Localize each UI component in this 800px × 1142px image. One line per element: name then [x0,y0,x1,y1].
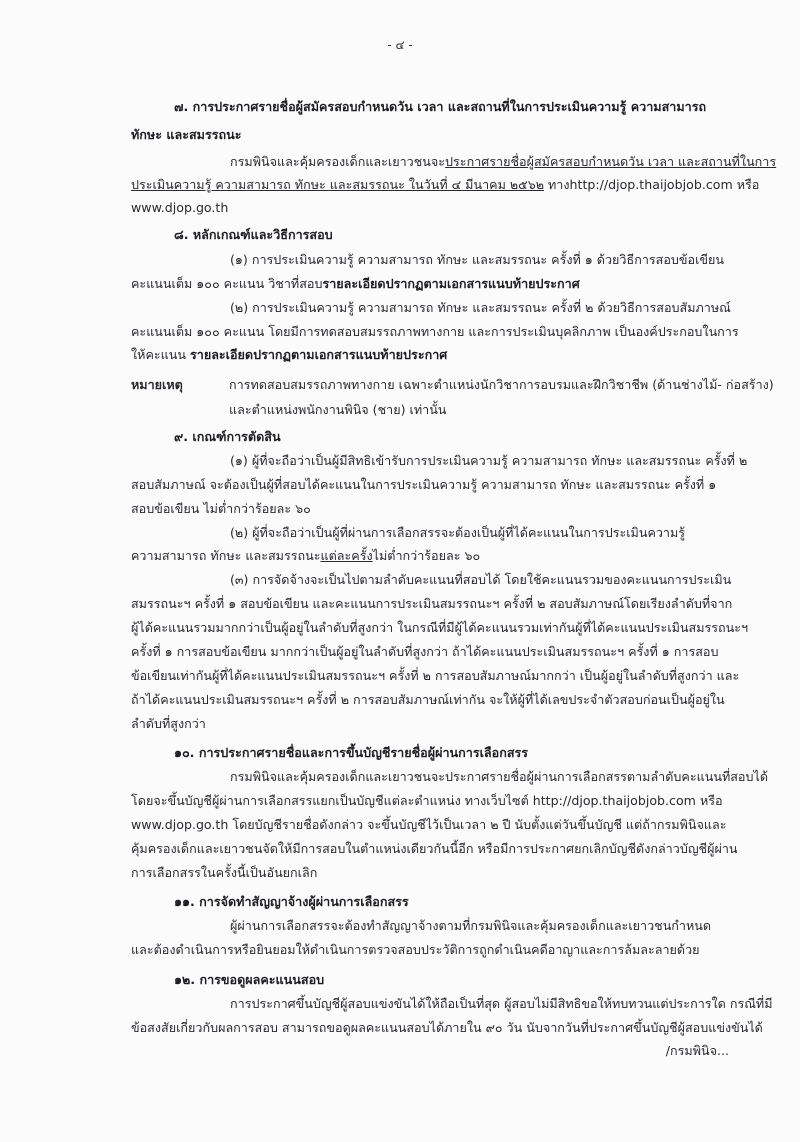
text: กรมพินิจและคุ้มครองเด็กและเยาวชนจะ [230,154,446,169]
section-7-para-line-3[interactable]: www.djop.go.th [131,200,229,215]
section-12-line-2: ข้อสงสัยเกี่ยวกับผลการสอบ สามารถขอดูผลคะแนนสอบได้ภายใน ๙๐ วัน นับจากวันที่ประกาศขึ้นบัญชีผู้สอบแข่งขันได้ [131,1020,763,1035]
section-11-line-2: และต้องดำเนินการหรือยินยอมให้ดำเนินการตรวจสอบประวัติการถูกดำเนินคดีอาญาและการล้มละลายด้วย [131,942,700,957]
section-9-item-1-line-1: (๑) ผู้ที่จะถือว่าเป็นผู้มีสิทธิเข้ารับการประเมินความรู้ ความสามารถ ทักษะ และสมรรถนะ ครั้งที่ ๒ [230,453,748,468]
text: คะแนนเต็ม ๑๐๐ คะแนน วิชาที่สอบ [131,276,323,291]
section-9-heading: ๙. เกณฑ์การตัดสิน [174,429,281,444]
section-9-item-1-line-2: สอบสัมภาษณ์ จะต้องเป็นผู้ที่สอบได้คะแนนในการประเมินความรู้ ความสามารถ ทักษะ และสมรรถนะ ครั้งที่ ๑ [131,477,717,492]
section-9-item-2-line-2 [131,546,480,566]
section-11-line-1: ผู้ผ่านการเลือกสรรจะต้องทำสัญญาจ้างตามที่กรมพินิจและคุ้มครองเด็กและเยาวชนกำหนด [230,918,712,933]
section-10-heading: ๑๐. การประกาศรายชื่อและการขึ้นบัญชีรายชื่อผู้ผ่านการเลือกสรร [174,745,529,760]
section-9-item-3-line-4: ครั้งที่ ๑ การสอบข้อเขียน มากกว่าเป็นผู้อยู่ในลำดับที่สูงกว่า ถ้าได้คะแนนประเมินสมรรถนะฯ ครั้งที่ ๑ การสอบ [131,644,719,659]
section-9-item-2-line-1: (๒) ผู้ที่จะถือว่าเป็นผู้ที่ผ่านการเลือกสรรจะต้องเป็นผู้ที่ได้คะแนนในการประเมินความรู้ [230,525,686,540]
section-7-heading-cont: ทักษะ และสมรรถนะ [131,127,242,142]
section-8-item-1-line-1: (๑) การประเมินความรู้ ความสามารถ ทักษะ และสมรรถนะ ครั้งที่ ๑ ด้วยวิธีการสอบข้อเขียน [230,252,724,267]
section-7-heading: ๗. การประกาศรายชื่อผู้สมัครสอบกำหนดวัน เวลา และสถานที่ในการประเมินความรู้ ความสามารถ [174,99,707,114]
section-12-line-1: การประกาศขึ้นบัญชีผู้สอบแข่งขันได้ให้ถือเป็นที่สุด ผู้สอบไม่มีสิทธิขอให้ทบทวนแต่ประการใด กรณีที่มี [230,996,773,1011]
underlined-text: แต่ละครั้ง [320,548,373,563]
bold-text: รายละเอียดปรากฏตามเอกสารแนบท้ายประกาศ [322,276,580,291]
underlined-text: ประเมินความรู้ ความสามารถ ทักษะ และสมรรถนะ ในวันที่ ๔ มีนาคม ๒๕๖๒ [131,177,544,192]
note-label: หมายเหตุ [131,377,183,392]
continuation-marker: /กรมพินิจ... [665,1043,729,1058]
section-9-item-3-line-3: ผู้ได้คะแนนรวมมากกว่าเป็นผู้อยู่ในลำดับที่สูงกว่า ในกรณีที่มีผู้ได้คะแนนรวมเท่ากันผู้ที่ได้คะแนนประเมินสมรรถนะฯ [131,620,749,635]
section-8-item-2-line-1: (๒) การประเมินความรู้ ความสามารถ ทักษะ และสมรรถนะ ครั้งที่ ๒ ด้วยวิธีการสอบสัมภาษณ์ [230,300,731,315]
section-9-item-3-line-5: ข้อเขียนเท่ากันผู้ที่ได้คะแนนประเมินสมรรถนะฯ ครั้งที่ ๒ การสอบสัมภาษณ์มากกว่า เป็นผู้อยู่ในลำดับที่สูงกว่า และ [131,668,740,683]
section-9-item-1-line-3: สอบข้อเขียน ไม่ต่ำกว่าร้อยละ ๖๐ [131,501,311,516]
section-10-line-3: www.djop.go.th โดยบัญชีรายชื่อดังกล่าว จะขึ้นบัญชีไว้เป็นเวลา ๒ ปี นับตั้งแต่วันขึ้นบัญชี แต่ถ้ากรมพินิจและ [131,817,727,832]
section-9-item-3-line-1: (๓) การจัดจ้างจะเป็นไปตามลำดับคะแนนที่สอบได้ โดยใช้คะแนนรวมของคะแนนการประเมิน [230,572,732,587]
note-line-2: และตำแหน่งพนักงานพินิจ (ชาย) เท่านั้น [229,402,447,417]
bold-text: รายละเอียดปรากฏตามเอกสารแนบท้ายประกาศ [189,347,448,362]
section-10-line-1: กรมพินิจและคุ้มครองเด็กและเยาวชนจะประกาศรายชื่อผู้ผ่านการเลือกสรรตามลำดับคะแนนที่สอบได้ [230,769,769,784]
section-11-heading: ๑๑. การจัดทำสัญญาจ้างผู้ผ่านการเลือกสรร [174,894,409,909]
page-number: - ๔ - [387,38,413,52]
section-10-line-2: โดยจะขึ้นบัญชีผู้ผ่านการเลือกสรรแยกเป็นบัญชีแต่ละตำแหน่ง ทางเว็บไซต์ http://djop.thaijobjob.com หรือ [131,793,723,808]
text: ให้คะแนน [131,347,190,362]
text: ไม่ต่ำกว่าร้อยละ ๖๐ [372,548,481,563]
text: ความสามารถ ทักษะ และสมรรถนะ [131,548,321,563]
section-9-item-3-line-2: สมรรถนะฯ ครั้งที่ ๑ สอบข้อเขียน และคะแนนการประเมินสมรรถนะฯ ครั้งที่ ๒ สอบสัมภาษณ์โดยเรียงลำดับที่จาก [131,596,733,611]
section-8-item-2-line-2: คะแนนเต็ม ๑๐๐ คะแนน โดยมีการทดสอบสมรรถภาพทางกาย และการประเมินบุคลิกภาพ เป็นองค์ประกอบในการ [131,324,739,339]
section-10-line-4: คุ้มครองเด็กและเยาวชนจัดให้มีการสอบในตำแหน่งเดียวกันนี้อีก หรือมีการประกาศยกเลิกบัญชีดังกล่าวบัญชีผู้ผ่าน [131,841,738,856]
section-10-line-5: การเลือกสรรในครั้งนี้เป็นอันยกเลิก [131,865,318,880]
link-text[interactable]: ทางhttp://djop.thaijobjob.com หรือ [544,177,760,192]
section-7-para-line-1 [230,152,776,172]
section-12-heading: ๑๒. การขอดูผลคะแนนสอบ [174,972,325,987]
section-8-item-1-line-2 [131,274,580,294]
section-9-item-3-line-6: ถ้าได้คะแนนประเมินสมรรถนะฯ ครั้งที่ ๒ การสอบสัมภาษณ์เท่ากัน จะให้ผู้ที่ได้เลขประจำตัวสอบก่อนเป็นผู้อยู่ใน [131,692,725,707]
section-7-para-line-2 [131,175,759,195]
note-line-1: การทดสอบสมรรถภาพทางกาย เฉพาะตำแหน่งนักวิชาการอบรมและฝึกวิชาชีพ (ด้านช่างไม้- ก่อสร้าง) [229,377,774,392]
section-8-item-2-line-3 [131,345,447,365]
underlined-text: ประกาศรายชื่อผู้สมัครสอบกำหนดวัน เวลา และสถานที่ในการ [445,154,777,169]
section-8-heading: ๘. หลักเกณฑ์และวิธีการสอบ [174,227,333,242]
section-9-item-3-line-7: ลำดับที่สูงกว่า [131,716,206,731]
